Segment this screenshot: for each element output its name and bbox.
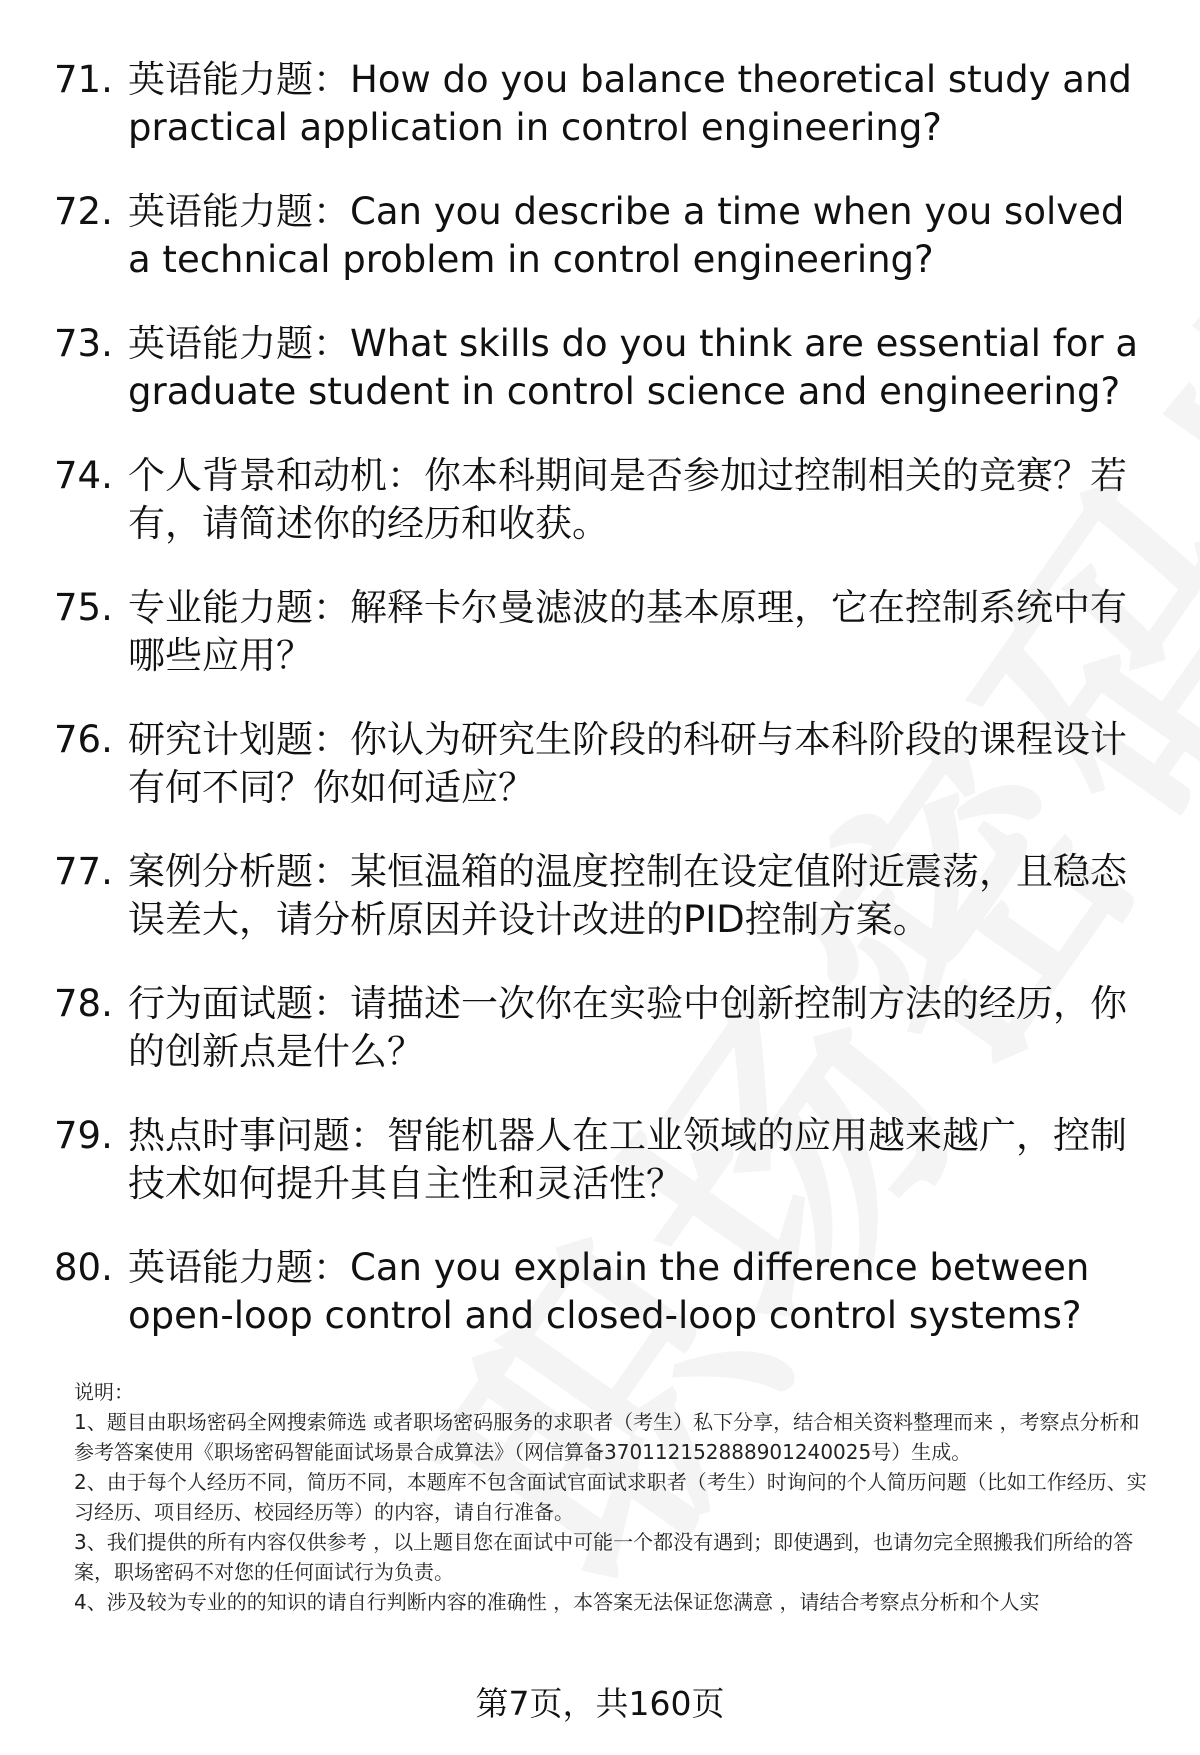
question-number: 71. <box>54 58 113 101</box>
question-item <box>0 980 1200 1112</box>
question-item <box>0 1244 1200 1376</box>
question-list <box>0 56 1200 1376</box>
page-footer: 第7页，共160页 <box>475 1684 725 1723</box>
question-item <box>0 1112 1200 1244</box>
question-number: 75. <box>54 586 113 629</box>
question-number: 74. <box>54 454 113 497</box>
question-number: 76. <box>54 718 113 761</box>
note-item: 1、题目由职场密码全网搜索筛选 或者职场密码服务的求职者（考生）私下分享，结合相关资料整理而来 ，考察点分析和参考答案使用《职场密码智能面试场景合成算法》（网信算备370112152888901240025号）生成。 <box>74 1410 1140 1464</box>
note-item: 2、由于每个人经历不同，简历不同，本题库不包含面试官面试求职者（考生）时询问的个人简历问题（比如工作经历、实习经历、项目经历、校园经历等）的内容，请自行准备。 <box>74 1470 1147 1524</box>
question-number: 77. <box>54 850 113 893</box>
question-item <box>0 584 1200 716</box>
question-text: 行为面试题：请描述一次你在实验中创新控制方法的经历，你的创新点是什么？ <box>128 982 1127 1073</box>
question-item <box>0 56 1200 188</box>
question-number: 78. <box>54 982 113 1025</box>
question-text: 研究计划题：你认为研究生阶段的科研与本科阶段的课程设计有何不同？你如何适应？ <box>128 718 1127 809</box>
question-text: 热点时事问题：智能机器人在工业领域的应用越来越广，控制技术如何提升其自主性和灵活性？ <box>128 1114 1127 1205</box>
question-item <box>0 188 1200 320</box>
question-text: 专业能力题：解释卡尔曼滤波的基本原理，它在控制系统中有哪些应用？ <box>128 586 1127 677</box>
question-text: 案例分析题：某恒温箱的温度控制在设定值附近震荡，且稳态误差大，请分析原因并设计改进的PID控制方案。 <box>128 850 1127 941</box>
question-text: 英语能力题：How do you balance theoretical study and practical application in control engineering? <box>128 58 1132 149</box>
question-number: 79. <box>54 1114 113 1157</box>
note-item: 4、涉及较为专业的的知识的请自行判断内容的准确性 ，本答案无法保证您满意 ，请结合考察点分析和个人实 <box>74 1590 1040 1614</box>
question-item <box>0 320 1200 452</box>
question-number: 80. <box>54 1246 113 1289</box>
question-text: 英语能力题：Can you describe a time when you solved a technical problem in control engineering? <box>128 190 1125 281</box>
question-number: 72. <box>54 190 113 233</box>
question-item <box>0 716 1200 848</box>
question-item <box>0 848 1200 980</box>
question-text: 英语能力题：What skills do you think are essential for a graduate student in control science and engineering? <box>128 322 1139 413</box>
note-item: 3、我们提供的所有内容仅供参考 ，以上题目您在面试中可能一个都没有遇到；即使遇到，也请勿完全照搬我们所给的答案，职场密码不对您的任何面试行为负责。 <box>74 1530 1134 1584</box>
notes-section <box>74 1377 1154 1617</box>
notes-heading: 说明： <box>74 1380 134 1404</box>
question-text: 个人背景和动机：你本科期间是否参加过控制相关的竞赛？若有，请简述你的经历和收获。 <box>128 454 1127 545</box>
question-item <box>0 452 1200 584</box>
question-text: 英语能力题：Can you explain the difference between open-loop control and closed-loop control systems? <box>128 1246 1090 1337</box>
question-number: 73. <box>54 322 113 365</box>
